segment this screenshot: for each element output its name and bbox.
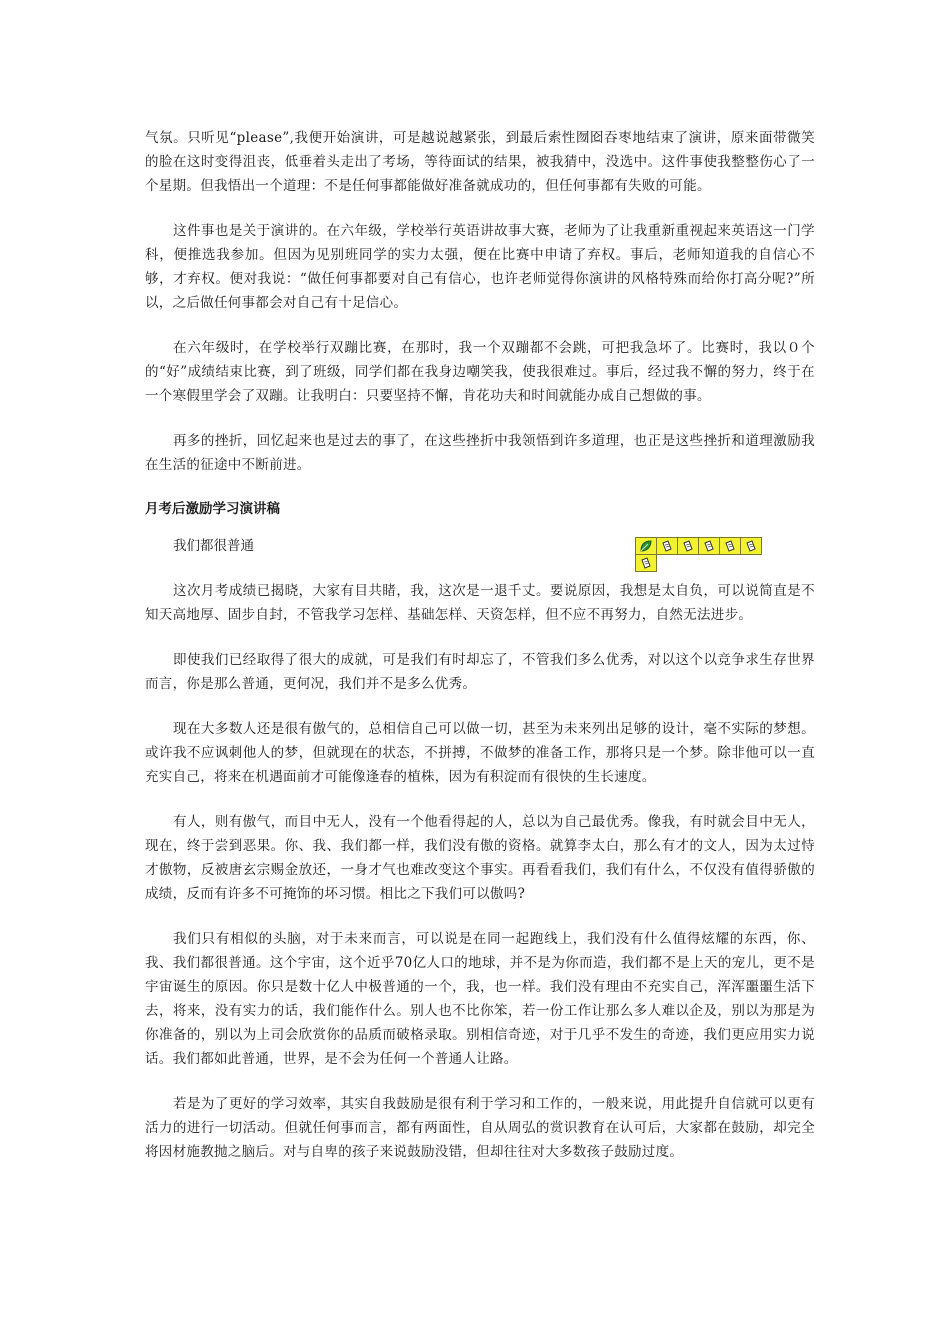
scroll-icon[interactable] xyxy=(740,537,762,555)
paragraph: 再多的挫折，回忆起来也是过去的事了，在这些挫折中我领悟到许多道理，也正是这些挫折和道理激励我在生活的征途中不断前进。 xyxy=(145,433,815,473)
paragraph: 我们只有相似的头脑，对于未来而言，可以说是在同一起跑线上，我们没有什么值得炫耀的东西，你、我、我们都很普通。这个宇宙，这个近乎70亿人口的地球，并不是为你而造，我们都不是上天的宠儿，更不是宇宙诞生的原因。你只是数十亿人中极普通的一个，我，也一样。我们没有理由不充实自己，浑浑噩噩生活下去，将来，没有实力的话，我们能作什么。别人也不比你笨，若一份工作让那么多人难以企及，别以为那是为你准备的，别以为上司会欣赏你的品质而破格录取。别相信奇迹，对于几乎不发生的奇迹，我们更应用实力说话。我们都如此普通，世界，是不会为任何一个普通人让路。 xyxy=(145,931,815,1067)
document-body xyxy=(145,126,815,1185)
icon-row xyxy=(635,554,761,571)
icon-row xyxy=(635,537,761,554)
scroll-icon[interactable] xyxy=(635,554,657,572)
icon-strip xyxy=(635,537,761,571)
paragraph: 气氛。只听见“please”,我便开始演讲，可是越说越紧张，到最后索性囫囵吞枣地结束了演讲，原来面带微笑的脸在这时变得沮丧，低垂着头走出了考场，等待面试的结果，被我猜中，没选中。这件事使我整整伤心了一个星期。但我悟出一个道理：不是任何事都能做好准备就成功的，但任何事都有失败的可能。 xyxy=(145,130,815,194)
paragraph: 现在大多数人还是很有傲气的，总相信自己可以做一切，甚至为未来列出足够的设计，毫不实际的梦想。或许我不应讽刺他人的梦，但就现在的状态，不拼搏，不做梦的准备工作，那将只是一个梦。除非他可以一直充实自己，将来在机遇面前才可能像逢春的植株，因为有积淀而有很快的生长速度。 xyxy=(145,721,815,785)
paragraph: 这次月考成绩已揭晓，大家有目共睹，我，这次是一退千丈。要说原因，我想是太自负，可以说简直是不知天高地厚、固步自封，不管我学习怎样、基础怎样、天资怎样，但不应不再努力，自然无法进步。 xyxy=(145,583,815,623)
paragraph: 即使我们已经取得了很大的成就，可是我们有时却忘了，不管我们多么优秀，对以这个以竞争求生存世界而言，你是那么普通，更何况，我们并不是多么优秀。 xyxy=(145,652,815,692)
section-subtitle: 我们都很普通 xyxy=(173,538,254,554)
scroll-icon[interactable] xyxy=(698,537,720,555)
scroll-icon[interactable] xyxy=(656,537,678,555)
paragraph: 在六年级时，在学校举行双蹦比赛，在那时，我一个双蹦都不会跳，可把我急坏了。比赛时，我以０个的“好”成绩结束比赛，到了班级，同学们都在我身边嘲笑我，使我很难过。事后，经过我不懈的努力，终于在一个寒假里学会了双蹦。让我明白：只要坚持不懈，肯花功夫和时间就能办成自己想做的事。 xyxy=(145,340,815,404)
scroll-icon[interactable] xyxy=(719,537,741,555)
scroll-icon[interactable] xyxy=(677,537,699,555)
paragraph: 若是为了更好的学习效率，其实自我鼓励是很有利于学习和工作的，一般来说，用此提升自信就可以更有活力的进行一切活动。但就任何事而言，都有两面性，自从周弘的赏识教育在认可后，大家都在鼓励，却完全将因材施教抛之脑后。对与自卑的孩子来说鼓励没错，但却往往对大多数孩子鼓励过度。 xyxy=(145,1096,815,1160)
paragraph: 有人，则有傲气，而目中无人，没有一个他看得起的人，总以为自己最优秀。像我，有时就会目中无人，现在，终于尝到恶果。你、我、我们都一样，我们没有傲的资格。就算李太白，那么有才的文人，因为太过恃才傲物，反被唐玄宗赐金放还，一身才气也难改变这个事实。再看看我们，我们有什么，不仅没有值得骄傲的成绩，反而有许多不可掩饰的坏习惯。相比之下我们可以傲吗? xyxy=(145,814,815,902)
section-heading: 月考后激励学习演讲稿 xyxy=(145,501,280,517)
paragraph: 这件事也是关于演讲的。在六年级，学校举行英语讲故事大赛，老师为了让我重新重视起来英语这一门学科，便推选我参加。但因为见别班同学的实力太强，便在比赛中申请了弃权。事后，老师知道我的自信心不够，才弃权。便对我说：“做任何事都要对自己有信心，也许老师觉得你演讲的风格特殊而给你打高分呢?”所以，之后做任何事都会对自己有十足信心。 xyxy=(145,223,815,311)
leaf-icon[interactable] xyxy=(635,537,657,555)
